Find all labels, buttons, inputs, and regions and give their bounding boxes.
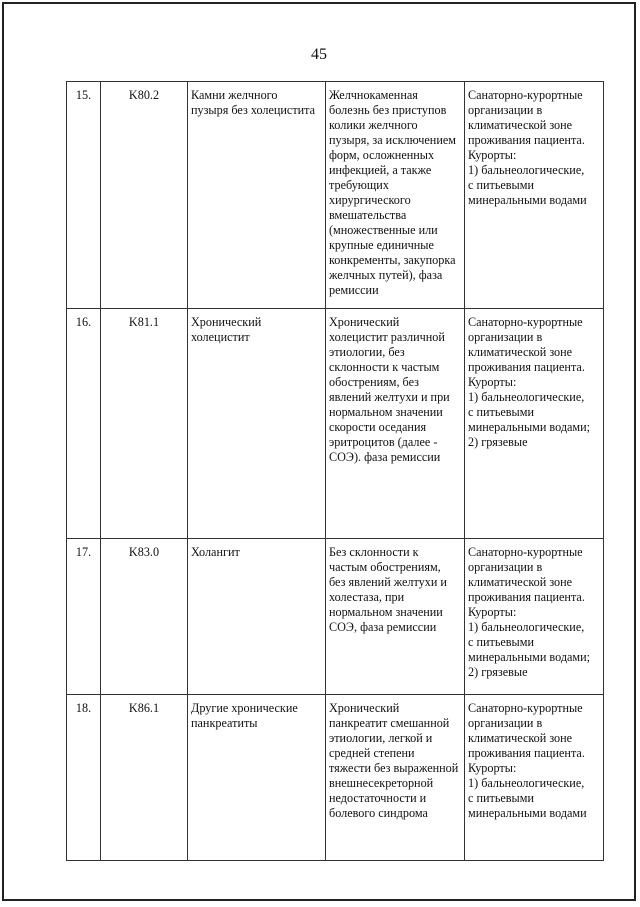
- diagnosis-description: Хронический панкреатит смешанной этиологии, легкой и средней степени тяжести без выраженной внешнесекреторной недостаточности и болевого синдрома: [326, 695, 465, 861]
- diagnosis-name: Холангит: [188, 539, 326, 695]
- treatment-recommendation: Санаторно-курортные организации в климатической зоне проживания пациента. Курорты: 1) бальнеологические, с питьевыми минеральными водами; 2) грязевые: [465, 309, 604, 539]
- diagnosis-description: Желчнокаменная болезнь без приступов колики желчного пузыря, за исключением форм, осложненных инфекцией, а также требующих хирургического вмешательства (множественные или крупные единичные конкременты, закупорка желчных путей), фаза ремиссии: [326, 82, 465, 309]
- row-number: 18.: [67, 695, 101, 861]
- page-number: 45: [311, 46, 327, 63]
- table-row: [67, 82, 604, 309]
- treatment-recommendation: Санаторно-курортные организации в климатической зоне проживания пациента. Курорты: 1) бальнеологические, с питьевыми минеральными водами; 2) грязевые: [465, 539, 604, 695]
- diagnosis-name: Другие хронические панкреатиты: [188, 695, 326, 861]
- table-row: [67, 539, 604, 695]
- icd-code: K81.1: [101, 309, 188, 539]
- icd-code: K86.1: [101, 695, 188, 861]
- treatment-recommendation: Санаторно-курортные организации в климатической зоне проживания пациента. Курорты: 1) бальнеологические, с питьевыми минеральными водами: [465, 695, 604, 861]
- treatment-recommendation: Санаторно-курортные организации в климатической зоне проживания пациента. Курорты: 1) бальнеологические, с питьевыми минеральными водами: [465, 82, 604, 309]
- table-row: [67, 309, 604, 539]
- table-row: [67, 695, 604, 861]
- icd-code: K83.0: [101, 539, 188, 695]
- diagnosis-name: Хронический холецистит: [188, 309, 326, 539]
- diagnosis-table: [66, 81, 604, 861]
- document-page: [2, 2, 636, 901]
- diagnosis-name: Камни желчного пузыря без холецистита: [188, 82, 326, 309]
- row-number: 16.: [67, 309, 101, 539]
- row-number: 15.: [67, 82, 101, 309]
- row-number: 17.: [67, 539, 101, 695]
- diagnosis-description: Хронический холецистит различной этиологии, без склонности к частым обострениям, без явлений желтухи и при нормальном значении скорости оседания эритроцитов (далее - СОЭ). фаза ремиссии: [326, 309, 465, 539]
- icd-code: K80.2: [101, 82, 188, 309]
- diagnosis-description: Без склонности к частым обострениям, без явлений желтухи и холестаза, при нормальном значении СОЭ, фаза ремиссии: [326, 539, 465, 695]
